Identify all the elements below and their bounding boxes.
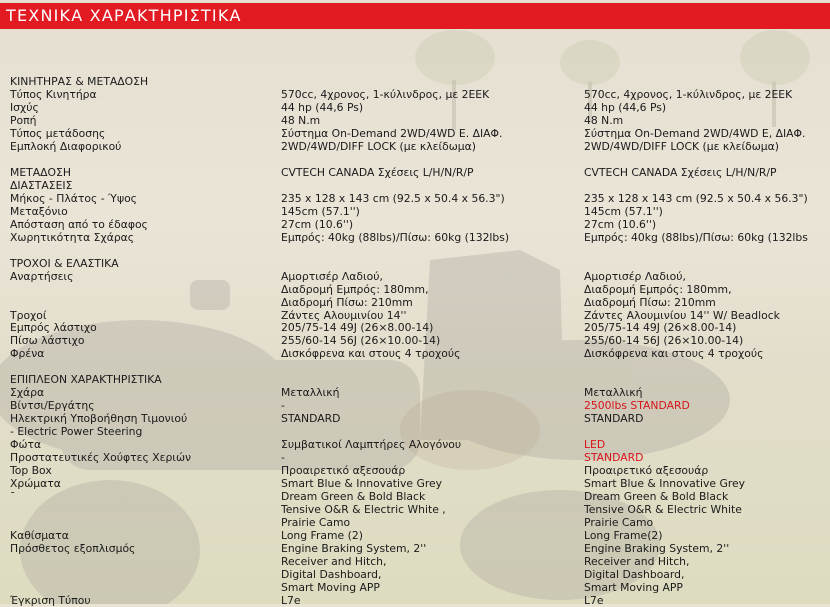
spec-row [0,568,830,581]
spec-label: ΜΕΤΑΔΟΣΗ [10,165,71,179]
spec-row [0,309,830,322]
spec-value-standard: Συμβατικοί Λαμπτήρες Αλογόνου [281,438,462,452]
spec-label: - Electric Power Steering [10,425,143,439]
spec-row [0,347,830,360]
spec-value-premium: 235 x 128 x 143 cm (92.5 x 50.4 x 56.3") [584,191,808,205]
spec-row [0,205,830,218]
spec-row [0,490,830,503]
spec-row [0,412,830,425]
spec-row [0,296,830,309]
spec-row [0,283,830,296]
spec-row [0,75,830,88]
spec-value-premium: Ζάντες Αλουμινίου 14'' W/ Beadlock [584,308,780,322]
spec-value-standard: Μεταλλική [281,386,340,400]
spec-label: Τύπος Κινητήρα [10,88,97,101]
spec-value-premium: Long Frame(2) [584,529,663,542]
spec-row [0,594,830,607]
spec-value-premium: Dream Green & Bold Black [584,490,729,503]
spec-value-standard: 205/75-14 49J (26×8.00-14) [281,321,434,335]
spec-value-standard: Dream Green & Bold Black [281,490,426,503]
spec-value-standard: Διαδρομή Πίσω: 210mm [281,295,413,309]
spec-value-premium: Διαδρομή Πίσω: 210mm [584,295,716,309]
spec-value-standard: Long Frame (2) [281,529,363,542]
spec-label: Τύπος μετάδοσης [10,126,106,140]
spec-label: Μήκος - Πλάτος - Ύψος [10,191,138,205]
spec-label: Καθίσματα [10,529,69,542]
spec-row [0,270,830,283]
spec-row [0,101,830,114]
spec-label: Εμπρός λάστιχο [10,321,97,335]
spec-value-standard: Engine Braking System, 2'' [281,541,427,555]
spec-label: Πρόσθετος εξοπλισμός [10,541,136,555]
spec-value-standard: 235 x 128 x 143 cm (92.5 x 50.4 x 56.3") [281,191,505,205]
spec-value-standard: Digital Dashboard, [281,567,382,581]
spec-value-standard: - [281,451,285,465]
spec-row [0,386,830,399]
spec-row [0,179,830,192]
spec-row [0,231,830,244]
spec-row [0,542,830,555]
spec-value-standard: Σύστημα On-Demand 2WD/4WD Ε. ΔΙΑΦ. [281,126,503,140]
page-title: ΤΕΧΝΙΚΑ ΧΑΡΑΚΤΗΡΙΣΤΙΚΑ [6,6,242,25]
spec-label: Top Box [10,464,52,478]
spec-label: ΤΡΟΧΟΙ & ΕΛΑΣΤΙΚΑ [10,256,119,270]
spec-label: Έγκριση Τύπου [10,593,91,607]
spec-value-standard: Ζάντες Αλουμινίου 14'' [281,308,407,322]
spec-label: Τροχοί [10,308,47,322]
spec-label: Εμπλοκή Διαφορικού [10,139,122,153]
spec-value-standard: Αμορτισέρ Λαδιού, [281,269,383,283]
spec-value-standard: Προαιρετικό αξεσουάρ [281,464,406,478]
spec-label: ¯ [10,490,16,503]
spec-value-standard: Tensive O&R & Electric White , [281,503,446,516]
spec-row [0,555,830,568]
spec-row [0,140,830,153]
spec-value-standard: Διαδρομή Εμπρός: 180mm, [281,282,429,296]
spec-row [0,373,830,386]
spec-value-premium: Engine Braking System, 2'' [584,541,730,555]
spec-label: ΔΙΑΣΤΑΣΕΙΣ [10,178,73,192]
spec-row [0,516,830,529]
spec-label: Φρένα [10,347,45,361]
spec-row [0,438,830,451]
spec-label: Βίντσι/Εργάτης [10,399,95,413]
spec-value-standard: CVTECH CANADA Σχέσεις L/H/N/R/P [281,165,474,179]
spec-value-premium: Tensive O&R & Electric White [584,503,742,516]
spec-label: Προστατευτικές Χούφτες Χεριών [10,451,192,465]
spec-row [0,166,830,179]
spec-row [0,581,830,594]
spec-value-premium: STANDARD [584,451,644,465]
spec-value-premium: 255/60-14 56J (26×10.00-14) [584,334,744,348]
spec-value-standard: Εμπρός: 40kg (88lbs)/Πίσω: 60kg (132lbs) [281,230,510,244]
spec-row [0,114,830,127]
spec-row [0,257,830,270]
spec-value-premium: Digital Dashboard, [584,567,685,581]
spec-label: ΕΠΙΠΛΕΟΝ ΧΑΡΑΚΤΗΡΙΣΤΙΚΑ [10,373,162,387]
spec-value-premium: 205/75-14 49J (26×8.00-14) [584,321,737,335]
spec-value-standard: Prairie Camo [281,516,351,529]
spec-row [0,425,830,438]
spec-value-standard: Receiver and Hitch, [281,554,387,568]
spec-label: Χρώματα [10,477,61,491]
spec-label: Ηλεκτρική Υποβοήθηση Τιμονιού [10,412,188,426]
spec-value-premium: Σύστημα On-Demand 2WD/4WD Ε, ΔΙΑΦ. [584,126,806,140]
spec-row [0,477,830,490]
spec-value-standard: - [281,399,285,413]
spec-value-standard: L7e [281,593,301,607]
spec-value-premium: 44 hp (44,6 Ps) [584,100,667,114]
spec-value-standard: 2WD/4WD/DIFF LOCK (με κλείδωμα) [281,139,476,153]
spec-label: Ισχύς [10,100,39,114]
spec-row [0,451,830,464]
spec-value-standard: 27cm (10.6'') [281,217,354,231]
spec-value-standard: STANDARD [281,412,341,426]
spec-row [0,244,830,257]
spec-label: Ροπή [10,113,37,127]
spec-value-premium: Μεταλλική [584,386,643,400]
spec-label: Φώτα [10,438,42,452]
spec-row [0,88,830,101]
spec-label: Αναρτήσεις [10,269,74,283]
spec-value-premium: LED [584,438,606,452]
spec-value-premium: Δισκόφρενα και στους 4 τροχούς [584,347,764,361]
spec-row [0,127,830,140]
spec-value-premium: Receiver and Hitch, [584,554,690,568]
spec-label: Πίσω λάστιχο [10,334,85,348]
spec-row [0,503,830,516]
spec-value-standard: Smart Blue & Innovative Grey [281,477,443,491]
spec-value-premium: Προαιρετικό αξεσουάρ [584,464,709,478]
spec-value-premium: Διαδρομή Εμπρός: 180mm, [584,282,732,296]
spec-value-premium: 570cc, 4χρονος, 1-κύλινδρος, με 2ΕΕΚ [584,88,793,101]
spec-value-premium: 27cm (10.6'') [584,217,657,231]
spec-row [0,529,830,542]
spec-value-standard: Smart Moving APP [281,580,380,594]
spec-value-premium: Smart Blue & Innovative Grey [584,477,746,491]
spec-value-premium: STANDARD [584,412,644,426]
spec-value-premium: CVTECH CANADA Σχέσεις L/H/N/R/P [584,165,777,179]
spec-row [0,464,830,477]
spec-value-premium: 145cm (57.1'') [584,204,663,218]
spec-value-standard: 145cm (57.1'') [281,204,360,218]
spec-value-premium: Εμπρός: 40kg (88lbs)/Πίσω: 60kg (132lbs [584,230,808,244]
spec-label: Σχάρα [10,386,45,400]
spec-value-premium: Smart Moving APP [584,580,683,594]
spec-label: ΚΙΝΗΤΗΡΑΣ & ΜΕΤΑΔΟΣΗ [10,75,149,88]
spec-row [0,192,830,205]
title-bar [0,3,830,29]
spec-value-premium: L7e [584,593,604,607]
spec-row [0,334,830,347]
spec-row [0,153,830,166]
spec-value-standard: 570cc, 4χρονος, 1-κύλινδρος, με 2ΕΕΚ [281,88,490,101]
spec-row [0,399,830,412]
spec-value-premium: 2WD/4WD/DIFF LOCK (με κλείδωμα) [584,139,779,153]
spec-row [0,218,830,231]
spec-value-premium: 2500lbs STANDARD [584,399,690,413]
spec-label: Απόσταση από το έδαφος [10,217,148,231]
spec-row [0,321,830,334]
spec-value-premium: Αμορτισέρ Λαδιού, [584,269,686,283]
spec-value-premium: 48 N.m [584,113,624,127]
spec-value-premium: Prairie Camo [584,516,654,529]
spec-label: Μεταξόνιο [10,204,68,218]
spec-label: Χωρητικότητα Σχάρας [10,230,135,244]
spec-value-standard: 48 N.m [281,113,321,127]
spec-value-standard: Δισκόφρενα και στους 4 τροχούς [281,347,461,361]
spec-value-standard: 44 hp (44,6 Ps) [281,100,364,114]
spec-row [0,360,830,373]
spec-value-standard: 255/60-14 56J (26×10.00-14) [281,334,441,348]
